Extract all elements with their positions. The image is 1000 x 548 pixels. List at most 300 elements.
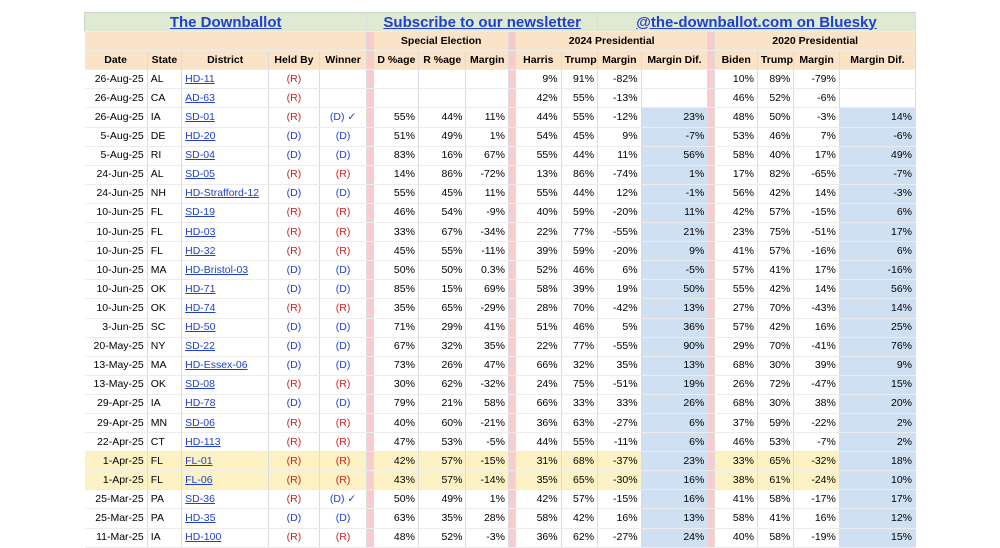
col-header-margin: Margin	[466, 51, 509, 70]
row-held-by: (D)	[269, 127, 320, 146]
row-margin-2024: -20%	[598, 242, 642, 261]
row-trump-2020: 42%	[757, 318, 793, 337]
row-harris: 36%	[516, 413, 562, 432]
row-margin-2024: 16%	[598, 509, 642, 528]
column-separator	[367, 223, 374, 242]
row-margin-dif-2024: 23%	[641, 452, 708, 471]
row-district-link[interactable]: SD-06	[185, 416, 215, 429]
column-separator	[508, 203, 515, 222]
row-margin-dif-2024: 6%	[641, 433, 708, 452]
row-trump-2020: 46%	[757, 127, 793, 146]
row-district-link[interactable]: HD-71	[185, 282, 216, 295]
row-biden: 68%	[715, 394, 758, 413]
row-state: NY	[147, 337, 181, 356]
row-r-pct: 35%	[418, 509, 466, 528]
row-margin: 67%	[466, 146, 509, 165]
row-winner: (R)	[319, 299, 367, 318]
column-separator	[508, 127, 515, 146]
row-state: FL	[147, 471, 181, 490]
row-biden: 41%	[715, 490, 758, 509]
row-margin-dif-2024: 13%	[641, 356, 708, 375]
column-separator	[708, 394, 715, 413]
row-biden: 46%	[715, 433, 758, 452]
row-state: MA	[147, 261, 181, 280]
column-separator	[708, 146, 715, 165]
row-winner: (R)	[319, 413, 367, 432]
column-separator	[367, 261, 374, 280]
row-trump-2024: 55%	[561, 89, 597, 108]
column-separator	[508, 261, 515, 280]
row-trump-2024: 68%	[561, 452, 597, 471]
column-separator	[367, 108, 374, 127]
row-trump-2024: 77%	[561, 223, 597, 242]
table-row	[85, 299, 916, 318]
row-margin-2020: -19%	[794, 528, 840, 547]
row-margin-2024: 9%	[598, 127, 642, 146]
group-2020-presidential: 2020 Presidential	[715, 32, 916, 51]
row-held-by: (R)	[269, 242, 320, 261]
row-biden: 10%	[715, 70, 758, 89]
row-district-link[interactable]: SD-04	[185, 149, 215, 162]
row-harris: 54%	[516, 127, 562, 146]
row-margin: -72%	[466, 165, 509, 184]
col-header-margin-dif-2024: Margin Dif.	[641, 51, 708, 70]
row-d-pct: 50%	[374, 490, 419, 509]
row-d-pct: 63%	[374, 509, 419, 528]
col-header-biden: Biden	[715, 51, 758, 70]
column-separator	[708, 242, 715, 261]
row-held-by: (R)	[269, 375, 320, 394]
row-district-link[interactable]: AD-63	[185, 91, 215, 104]
row-date: 26-Aug-25	[85, 89, 148, 108]
row-margin-2020: -6%	[794, 89, 840, 108]
row-d-pct: 48%	[374, 528, 419, 547]
row-margin-dif-2024: 50%	[641, 280, 708, 299]
row-margin-dif-2024: -5%	[641, 261, 708, 280]
row-date: 10-Jun-25	[85, 299, 148, 318]
row-biden: 33%	[715, 452, 758, 471]
row-winner: (D)	[319, 184, 367, 203]
table-row	[85, 108, 916, 127]
row-winner: (R)	[319, 375, 367, 394]
row-margin-2020: 14%	[794, 184, 840, 203]
row-state: FL	[147, 203, 181, 222]
row-district-link[interactable]: SD-36	[185, 492, 215, 505]
table-row	[85, 509, 916, 528]
row-margin-dif-2020: 6%	[839, 203, 915, 222]
row-district-link[interactable]: SD-19	[185, 206, 215, 219]
row-held-by: (D)	[269, 394, 320, 413]
row-margin-2020: 16%	[794, 318, 840, 337]
table-row	[85, 375, 916, 394]
row-margin: -5%	[466, 433, 509, 452]
table-row	[85, 356, 916, 375]
row-r-pct: 15%	[418, 280, 466, 299]
row-held-by: (R)	[269, 413, 320, 432]
table-row	[85, 394, 916, 413]
row-district-link[interactable]: HD-50	[185, 321, 216, 334]
row-trump-2020: 57%	[757, 203, 793, 222]
row-harris: 58%	[516, 280, 562, 299]
row-date: 29-Apr-25	[85, 394, 148, 413]
row-trump-2020: 41%	[757, 261, 793, 280]
row-date: 20-May-25	[85, 337, 148, 356]
row-trump-2020: 42%	[757, 280, 793, 299]
row-trump-2020: 82%	[757, 165, 793, 184]
column-separator	[708, 261, 715, 280]
row-margin: -34%	[466, 223, 509, 242]
row-trump-2024: 45%	[561, 127, 597, 146]
col-header-d-pct: D %age	[374, 51, 419, 70]
row-held-by: (R)	[269, 299, 320, 318]
row-margin: 28%	[466, 509, 509, 528]
row-date: 10-Jun-25	[85, 203, 148, 222]
column-separator	[708, 299, 715, 318]
column-separator	[367, 490, 374, 509]
row-biden: 58%	[715, 146, 758, 165]
bluesky-link[interactable]: @the-downballot.com on Bluesky	[636, 13, 877, 31]
column-separator	[367, 509, 374, 528]
row-biden: 48%	[715, 108, 758, 127]
column-separator	[508, 375, 515, 394]
row-date: 5-Aug-25	[85, 146, 148, 165]
row-biden: 46%	[715, 89, 758, 108]
row-winner: (D)	[319, 356, 367, 375]
col-header-district: District	[182, 51, 269, 70]
row-district-link[interactable]: HD-32	[185, 244, 216, 257]
row-r-pct: 16%	[418, 146, 466, 165]
row-trump-2020: 30%	[757, 394, 793, 413]
row-district-link[interactable]: SD-01	[185, 111, 215, 124]
row-margin-2020: -15%	[794, 203, 840, 222]
row-winner: (D)	[319, 261, 367, 280]
row-d-pct: 46%	[374, 203, 419, 222]
row-margin-2024: -55%	[598, 337, 642, 356]
column-separator	[508, 356, 515, 375]
column-separator	[508, 280, 515, 299]
row-trump-2024: 39%	[561, 280, 597, 299]
row-winner: (R)	[319, 452, 367, 471]
row-harris: 35%	[516, 471, 562, 490]
row-margin-dif-2020: 76%	[839, 337, 915, 356]
column-separator	[508, 184, 515, 203]
row-margin-2024: -12%	[598, 108, 642, 127]
column-separator	[508, 452, 515, 471]
row-district-link[interactable]: HD-Bristol-03	[185, 263, 249, 276]
newsletter-link[interactable]: Subscribe to our newsletter	[383, 13, 581, 31]
row-district-link[interactable]: HD-20	[185, 130, 216, 143]
column-separator	[367, 127, 374, 146]
row-harris: 39%	[516, 242, 562, 261]
row-margin-2020: -47%	[794, 375, 840, 394]
row-biden: 57%	[715, 318, 758, 337]
row-trump-2024: 62%	[561, 528, 597, 547]
row-r-pct: 67%	[418, 223, 466, 242]
row-trump-2020: 30%	[757, 356, 793, 375]
row-d-pct: 83%	[374, 146, 419, 165]
row-margin-2020: 16%	[794, 509, 840, 528]
row-d-pct: 47%	[374, 433, 419, 452]
row-margin-2024: -37%	[598, 452, 642, 471]
row-d-pct	[374, 89, 419, 108]
column-separator	[708, 471, 715, 490]
row-harris: 42%	[516, 89, 562, 108]
row-district-link[interactable]: SD-08	[185, 378, 215, 391]
row-winner: (D) ✓	[319, 108, 367, 127]
row-state: OK	[147, 299, 181, 318]
row-harris: 13%	[516, 165, 562, 184]
row-margin-dif-2024: 36%	[641, 318, 708, 337]
row-margin: 1%	[466, 490, 509, 509]
row-r-pct: 62%	[418, 375, 466, 394]
row-district-link[interactable]: HD-35	[185, 511, 216, 524]
table-row	[85, 242, 916, 261]
row-date: 10-Jun-25	[85, 242, 148, 261]
row-margin-dif-2020: 20%	[839, 394, 915, 413]
table-row	[85, 433, 916, 452]
group-2024-presidential: 2024 Presidential	[516, 32, 708, 51]
row-r-pct: 54%	[418, 203, 466, 222]
row-d-pct: 50%	[374, 261, 419, 280]
row-trump-2024: 65%	[561, 471, 597, 490]
column-separator	[708, 433, 715, 452]
row-r-pct: 52%	[418, 528, 466, 547]
row-held-by: (D)	[269, 184, 320, 203]
row-r-pct: 55%	[418, 242, 466, 261]
downballot-link[interactable]: The Downballot	[169, 13, 282, 31]
row-margin-2020: 17%	[794, 261, 840, 280]
row-district-link[interactable]: SD-22	[185, 340, 215, 353]
row-harris: 55%	[516, 184, 562, 203]
row-held-by: (R)	[269, 490, 320, 509]
row-state: RI	[147, 146, 181, 165]
row-state: FL	[147, 242, 181, 261]
row-trump-2020: 41%	[757, 509, 793, 528]
row-harris: 52%	[516, 261, 562, 280]
row-margin: 69%	[466, 280, 509, 299]
row-harris: 55%	[516, 146, 562, 165]
row-district-link[interactable]: HD-03	[185, 225, 216, 238]
row-date: 11-Mar-25	[85, 528, 148, 547]
row-margin-dif-2020: 17%	[839, 490, 915, 509]
column-separator	[508, 70, 515, 89]
row-date: 22-Apr-25	[85, 433, 148, 452]
row-date: 25-Mar-25	[85, 490, 148, 509]
row-trump-2020: 61%	[757, 471, 793, 490]
row-held-by: (D)	[269, 337, 320, 356]
row-margin-2024: -11%	[598, 433, 642, 452]
row-d-pct: 85%	[374, 280, 419, 299]
row-held-by: (D)	[269, 280, 320, 299]
row-winner: (R)	[319, 471, 367, 490]
row-margin: 1%	[466, 127, 509, 146]
row-trump-2024: 33%	[561, 394, 597, 413]
row-held-by: (R)	[269, 452, 320, 471]
row-margin-dif-2024: 16%	[641, 490, 708, 509]
row-margin-2024: -74%	[598, 165, 642, 184]
row-margin: 0.3%	[466, 261, 509, 280]
row-margin-dif-2020: 56%	[839, 280, 915, 299]
row-biden: 53%	[715, 127, 758, 146]
row-held-by: (R)	[269, 108, 320, 127]
row-biden: 55%	[715, 280, 758, 299]
row-margin-2024: -15%	[598, 490, 642, 509]
row-winner: (D) ✓	[319, 490, 367, 509]
row-date: 3-Jun-25	[85, 318, 148, 337]
row-district-link[interactable]: HD-113	[185, 435, 221, 448]
row-held-by: (D)	[269, 146, 320, 165]
column-separator	[708, 203, 715, 222]
row-r-pct: 44%	[418, 108, 466, 127]
row-margin-2024: 33%	[598, 394, 642, 413]
row-date: 5-Aug-25	[85, 127, 148, 146]
row-margin-dif-2020: -6%	[839, 127, 915, 146]
group-header-row	[85, 32, 916, 51]
row-margin-2024: -13%	[598, 89, 642, 108]
row-harris: 36%	[516, 528, 562, 547]
row-d-pct: 55%	[374, 184, 419, 203]
col-header-state: State	[147, 51, 181, 70]
row-margin-dif-2024	[641, 89, 708, 108]
column-separator	[367, 89, 374, 108]
row-margin-dif-2020: 10%	[839, 471, 915, 490]
row-margin-dif-2024: 11%	[641, 203, 708, 222]
row-d-pct: 45%	[374, 242, 419, 261]
row-state: SC	[147, 318, 181, 337]
row-margin-2020: 14%	[794, 280, 840, 299]
column-separator	[367, 375, 374, 394]
row-margin: 11%	[466, 108, 509, 127]
row-trump-2024: 44%	[561, 146, 597, 165]
row-state: AL	[147, 165, 181, 184]
row-winner: (D)	[319, 318, 367, 337]
row-margin-dif-2020	[839, 89, 915, 108]
row-margin: -21%	[466, 413, 509, 432]
row-trump-2024: 59%	[561, 242, 597, 261]
row-district-link[interactable]: HD-74	[185, 301, 216, 314]
row-margin-2020: 17%	[794, 146, 840, 165]
row-biden: 26%	[715, 375, 758, 394]
row-district-link[interactable]: FL-06	[185, 473, 213, 486]
row-margin-dif-2020: 17%	[839, 223, 915, 242]
row-margin-2020: -7%	[794, 433, 840, 452]
col-header-margin-2020: Margin	[794, 51, 840, 70]
row-harris: 40%	[516, 203, 562, 222]
row-state: CT	[147, 433, 181, 452]
column-separator	[708, 509, 715, 528]
row-held-by: (D)	[269, 509, 320, 528]
row-district-link[interactable]: HD-11	[185, 72, 215, 85]
table-row	[85, 318, 916, 337]
column-separator	[708, 490, 715, 509]
row-date: 26-Aug-25	[85, 70, 148, 89]
row-harris: 66%	[516, 394, 562, 413]
table-row	[85, 261, 916, 280]
row-district-link[interactable]: HD-Strafford-12	[185, 187, 260, 200]
column-separator	[708, 280, 715, 299]
row-date: 13-May-25	[85, 356, 148, 375]
row-margin: -29%	[466, 299, 509, 318]
col-header-trump-2020: Trump	[757, 51, 793, 70]
table-row	[85, 471, 916, 490]
row-trump-2024: 55%	[561, 108, 597, 127]
row-margin-dif-2020: 15%	[839, 528, 915, 547]
row-winner: (R)	[319, 223, 367, 242]
row-r-pct: 53%	[418, 433, 466, 452]
row-date: 24-Jun-25	[85, 184, 148, 203]
column-separator	[708, 413, 715, 432]
row-margin: -14%	[466, 471, 509, 490]
col-header-held-by: Held By	[269, 51, 320, 70]
row-biden: 58%	[715, 509, 758, 528]
row-margin-dif-2024: 6%	[641, 413, 708, 432]
row-margin-2024: 11%	[598, 146, 642, 165]
row-winner: (R)	[319, 203, 367, 222]
row-biden: 27%	[715, 299, 758, 318]
row-winner: (R)	[319, 433, 367, 452]
row-margin-2024: 12%	[598, 184, 642, 203]
column-separator	[708, 108, 715, 127]
table-row	[85, 184, 916, 203]
row-trump-2020: 59%	[757, 413, 793, 432]
row-district-link[interactable]: HD-100	[185, 531, 222, 544]
row-district-link[interactable]: FL-01	[185, 454, 213, 467]
row-held-by: (R)	[269, 223, 320, 242]
table-row	[85, 203, 916, 222]
row-held-by: (R)	[269, 433, 320, 452]
row-margin-2024: -82%	[598, 70, 642, 89]
row-held-by: (D)	[269, 318, 320, 337]
col-header-date: Date	[85, 51, 148, 70]
row-margin-dif-2020: 6%	[839, 242, 915, 261]
row-biden: 41%	[715, 242, 758, 261]
row-margin-dif-2024: 1%	[641, 165, 708, 184]
column-separator	[508, 223, 515, 242]
col-header-r-pct: R %age	[418, 51, 466, 70]
row-r-pct: 65%	[418, 299, 466, 318]
row-margin-2020: 39%	[794, 356, 840, 375]
row-trump-2024: 75%	[561, 375, 597, 394]
row-margin-dif-2020: -16%	[839, 261, 915, 280]
row-winner: (D)	[319, 280, 367, 299]
row-d-pct: 35%	[374, 299, 419, 318]
row-district-link[interactable]: HD-Essex-06	[185, 359, 248, 372]
row-margin-2024: -55%	[598, 223, 642, 242]
row-biden: 23%	[715, 223, 758, 242]
row-trump-2024: 46%	[561, 318, 597, 337]
row-margin-2020: -79%	[794, 70, 840, 89]
row-margin: 58%	[466, 394, 509, 413]
row-margin-dif-2024: 13%	[641, 299, 708, 318]
row-district-link[interactable]: HD-78	[185, 397, 216, 410]
row-trump-2020: 53%	[757, 433, 793, 452]
column-separator	[508, 528, 515, 547]
col-header-margin-2024: Margin	[598, 51, 642, 70]
row-district-link[interactable]: SD-05	[185, 168, 215, 181]
row-trump-2024: 44%	[561, 184, 597, 203]
row-margin-dif-2024: -1%	[641, 184, 708, 203]
row-margin-dif-2024: 56%	[641, 146, 708, 165]
table-row	[85, 413, 916, 432]
table-row	[85, 223, 916, 242]
column-separator	[708, 452, 715, 471]
column-separator	[508, 337, 515, 356]
row-trump-2020: 58%	[757, 528, 793, 547]
column-separator	[508, 490, 515, 509]
row-r-pct	[418, 89, 466, 108]
row-trump-2020: 40%	[757, 146, 793, 165]
row-winner: (D)	[319, 127, 367, 146]
